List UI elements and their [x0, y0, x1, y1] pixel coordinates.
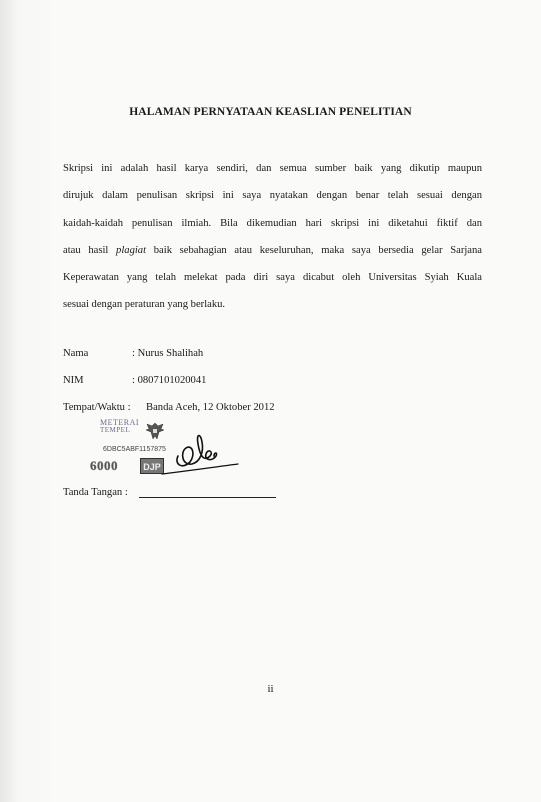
ttd-row [63, 487, 128, 498]
tempat-row [63, 402, 275, 413]
tempat-value: Banda Aceh, 12 Oktober 2012 [146, 402, 275, 413]
nim-value: : 0807101020041 [132, 375, 207, 386]
page-number: ii [267, 683, 274, 695]
line-suffix: baik sebahagian atau keseluruhan, maka saya bersedia gelar Sarjana [146, 244, 483, 256]
signature-icon [160, 422, 240, 482]
paragraph-line: Skripsi ini adalah hasil karya sendiri, dan semua sumber baik yang dikutip maupun [63, 163, 482, 174]
stamp-code: 6DBC5ABF1157875 [103, 446, 166, 453]
nim-label: NIM [63, 375, 84, 386]
meterai-stamp [88, 418, 168, 482]
paragraph-line: sesuai dengan peraturan yang berlaku. [63, 299, 226, 311]
stamp-line1: METERAI [100, 418, 140, 427]
paragraph-line [63, 237, 482, 264]
ttd-label: Tanda Tangan : [63, 487, 128, 498]
italic-word: plagiat [116, 244, 147, 256]
tempat-label: Tempat/Waktu : [63, 402, 131, 413]
stamp-value: 6000 [90, 458, 118, 473]
stamp-badge: DJP [143, 462, 161, 472]
nama-label: Nama [63, 348, 89, 359]
paragraph-line: Keperawatan yang telah melekat pada diri saya dicabut oleh Universitas Syiah Kuala [63, 272, 482, 284]
paragraph-line: kaidah-kaidah penulisan ilmiah. Bila dikemudian hari skripsi ini diketahui fiktif dan [63, 217, 482, 229]
page-title: HALAMAN PERNYATAAN KEASLIAN PENELITIAN [129, 106, 412, 118]
line-prefix: atau hasil [63, 244, 117, 256]
nim-row [63, 375, 207, 386]
nama-value: : Nurus Shalihah [132, 348, 204, 359]
stamp-line2: TEMPEL [100, 426, 131, 434]
nama-row [63, 348, 204, 359]
statement-paragraph [63, 155, 482, 319]
signature-line [139, 497, 276, 498]
paragraph-line: dirujuk dalam penulisan skripsi ini saya nyatakan dengan benar telah sesuai dengan [63, 190, 482, 202]
